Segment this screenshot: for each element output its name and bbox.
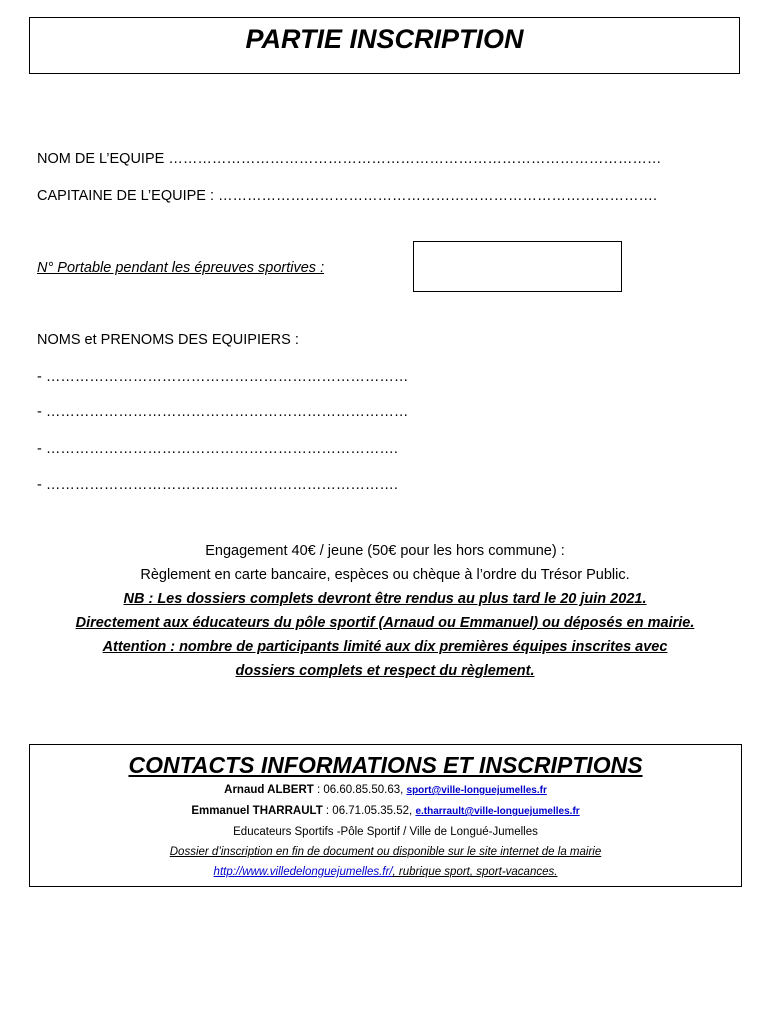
title-box bbox=[29, 17, 740, 74]
member-line-4: - ………………………………………………………………. bbox=[37, 477, 398, 493]
deadline-line: NB : Les dossiers complets devront être rendus au plus tard le 20 juin 2021. bbox=[123, 591, 647, 607]
members-label: NOMS et PRENOMS DES EQUIPIERS : bbox=[37, 332, 299, 348]
phone-input-box[interactable] bbox=[413, 241, 622, 292]
delivery-line: Directement aux éducateurs du pôle sportif (Arnaud ou Emmanuel) ou déposés en mairie. bbox=[75, 615, 695, 631]
website-suffix: , rubrique sport, sport-vacances. bbox=[392, 866, 558, 878]
payment-line: Règlement en carte bancaire, espèces ou chèque à l’ordre du Trésor Public. bbox=[140, 567, 630, 583]
contact2-email-link[interactable]: e.tharrault@ville-longuejumelles.fr bbox=[415, 806, 580, 817]
dossier-note: Dossier d’inscription en fin de document ou disponible sur le site internet de la mairie bbox=[169, 846, 602, 858]
contact2-phone: : 06.71.05.35.52, bbox=[322, 805, 416, 817]
contact2-name: Emmanuel THARRAULT bbox=[191, 805, 323, 817]
contact1-email-link[interactable]: sport@ville-longuejumelles.fr bbox=[406, 785, 547, 796]
contact-row-1 bbox=[30, 780, 741, 801]
attention-line-2: dossiers complets et respect du règlement. bbox=[235, 663, 535, 679]
contact-title: CONTACTS INFORMATIONS ET INSCRIPTIONS bbox=[128, 752, 643, 778]
member-line-3: - ………………………………………………………………. bbox=[37, 441, 398, 457]
website-link[interactable]: http://www.villedelonguejumelles.fr/ bbox=[213, 866, 393, 878]
phone-label: N° Portable pendant les épreuves sportives : bbox=[37, 260, 325, 276]
website-row bbox=[30, 862, 741, 882]
team-name-field: NOM DE L’EQUIPE ………………………………………………………………………………………… bbox=[37, 151, 662, 167]
member-line-2: - ………………………………………………………………… bbox=[37, 404, 409, 420]
member-line-1: - ………………………………………………………………… bbox=[37, 369, 409, 385]
captain-field: CAPITAINE DE L’EQUIPE : ………………………………………………………………………………. bbox=[37, 188, 658, 204]
contact-row-2 bbox=[30, 801, 741, 822]
page-title: PARTIE INSCRIPTION bbox=[245, 24, 524, 54]
contact1-name: Arnaud ALBERT bbox=[224, 784, 314, 796]
contact1-phone: : 06.60.85.50.63, bbox=[313, 784, 407, 796]
contact-box bbox=[29, 744, 742, 887]
attention-line: Attention : nombre de participants limité aux dix premières équipes inscrites avec bbox=[102, 639, 668, 655]
role-line: Educateurs Sportifs -Pôle Sportif / Ville de Longué-Jumelles bbox=[233, 826, 538, 838]
fee-line: Engagement 40€ / jeune (50€ pour les hors commune) : bbox=[205, 543, 565, 559]
